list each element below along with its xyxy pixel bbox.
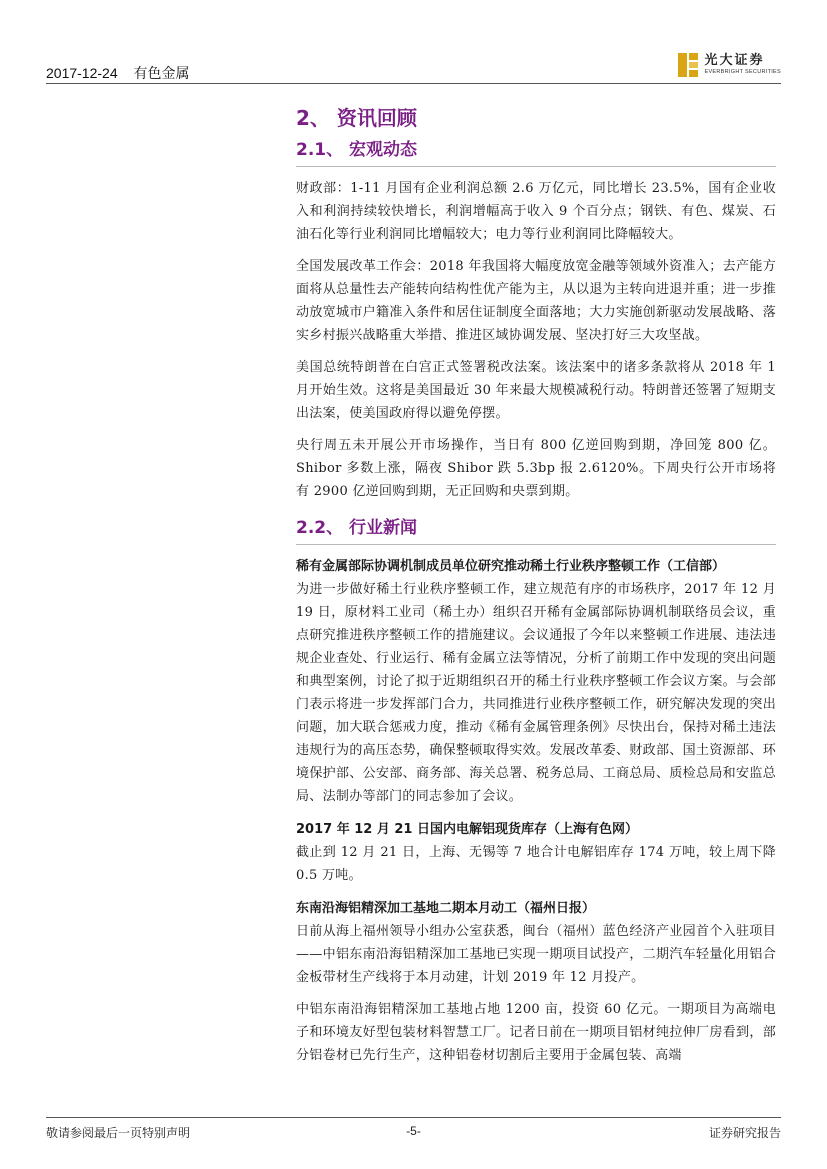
sector-name: 有色金属 [133, 65, 190, 81]
macro-section-title: 2.1、 宏观动态 [296, 140, 418, 160]
footer-divider [46, 1117, 781, 1118]
page-footer [46, 1124, 781, 1142]
news-item [296, 818, 776, 887]
header-info [46, 63, 202, 83]
news-headline: 2017 年 12 月 21 日国内电解铝现货库存（上海有色网） [296, 822, 638, 837]
macro-paragraph: 财政部：1-11 月国有企业利润总额 2.6 万亿元，同比增长 23.5%，国有企业收入和利润持续较快增长，利润增幅高于收入 9 个百分点；钢铁、有色、煤炭、石油石化等行业利润同比增幅较大；电力等行业利润同比降幅较大。 [296, 181, 776, 242]
page-header [46, 50, 781, 82]
news-item [296, 897, 776, 1067]
news-paragraph: 中铝东南沿海铝精深加工基地占地 1200 亩，投资 60 亿元。一期项目为高端电子和环境友好型包装材料智慧工厂。记者日前在一期项目铝材纯拉伸厂房看到，部分铝卷材已先行生产，这种铝卷材切割后主要用于金属包装、高端 [296, 1002, 776, 1063]
macro-heading-wrap [296, 134, 776, 167]
macro-paragraph: 美国总统特朗普在白宫正式签署税改法案。该法案中的诸多条款将从 2018 年 1 月开始生效。这将是美国最近 30 年来最大规模减税行动。特朗普还签署了短期支出法案，使美国政府得以避免停摆。 [296, 360, 776, 421]
header-divider [46, 83, 781, 84]
industry-section-title: 2.2、 行业新闻 [296, 518, 418, 538]
industry-heading-wrap [296, 512, 776, 545]
news-paragraph: 为进一步做好稀土行业秩序整顿工作，建立规范有序的市场秩序，2017 年 12 月 19 日，原材料工业司（稀土办）组织召开稀有金属部际协调机制联络员会议，重点研究推进秩序整顿工作的措施建议。会议通报了今年以来整顿工作进展、违法违规企业查处、行业运行、稀有金属立法等情况，分析了前期工作中发现的突出问题和典型案例，讨论了拟于近期组织召开的稀土行业秩序整顿工作会议方案。与会部门表示将进一步发挥部门合力，共同推进行业秩序整顿工作，研究解决发现的突出问题，加大联合惩戒力度，推动《稀有金属管理条例》尽快出台，保持对稀土违法违规行为的高压态势，确保整顿取得实效。发展改革委、财政部、国土资源部、环境保护部、公安部、商务部、海关总署、税务总局、工商总局、质检总局和安监总局、法制办等部门的同志参加了会议。 [296, 582, 776, 804]
section-title: 2、 资讯回顾 [296, 106, 417, 130]
company-logo [677, 50, 782, 80]
logo-en-text: EVERBRIGHT SECURITIES [704, 69, 781, 76]
logo-mark-icon [677, 52, 699, 78]
report-date: 2017-12-24 [46, 65, 118, 81]
macro-paragraph: 央行周五未开展公开市场操作，当日有 800 亿逆回购到期，净回笼 800 亿。Shibor 多数上涨，隔夜 Shibor 跌 5.3bp 报 2.6120%。下周央行公开市场将有 2900 亿逆回购到期，无正回购和央票到期。 [296, 438, 776, 499]
news-paragraph: 截止到 12 月 21 日，上海、无锡等 7 地合计电解铝库存 174 万吨，较上周下降 0.5 万吨。 [296, 845, 776, 883]
report-type: 证券研究报告 [708, 1126, 781, 1140]
main-content [296, 102, 776, 1077]
disclaimer-note: 敬请参阅最后一页特别声明 [46, 1126, 191, 1140]
news-headline: 东南沿海铝精深加工基地二期本月动工（福州日报） [296, 901, 596, 916]
news-paragraph: 日前从海上福州领导小组办公室获悉，闽台（福州）蓝色经济产业园首个入驻项目——中铝东南沿海铝精深加工基地已实现一期项目试投产，二期汽车轻量化用铝合金板带材生产线将于本月动建，计划 2019 年 12 月投产。 [296, 924, 776, 985]
news-item [296, 555, 776, 808]
logo-cn-text: 光大证券 [704, 53, 765, 69]
page-number: -5- [406, 1124, 421, 1138]
macro-paragraph: 全国发展改革工作会：2018 年我国将大幅度放宽金融等领域外资准入；去产能方面将从总量性去产能转向结构性优产能为主，从以退为主转向进退并重；进一步推动放宽城市户籍准入条件和居住证制度全面落地；大力实施创新驱动发展战略、落实乡村振兴战略重大举措、推进区域协调发展、坚决打好三大攻坚战。 [296, 259, 776, 343]
news-headline: 稀有金属部际协调机制成员单位研究推动稀土行业秩序整顿工作（工信部） [296, 559, 726, 574]
